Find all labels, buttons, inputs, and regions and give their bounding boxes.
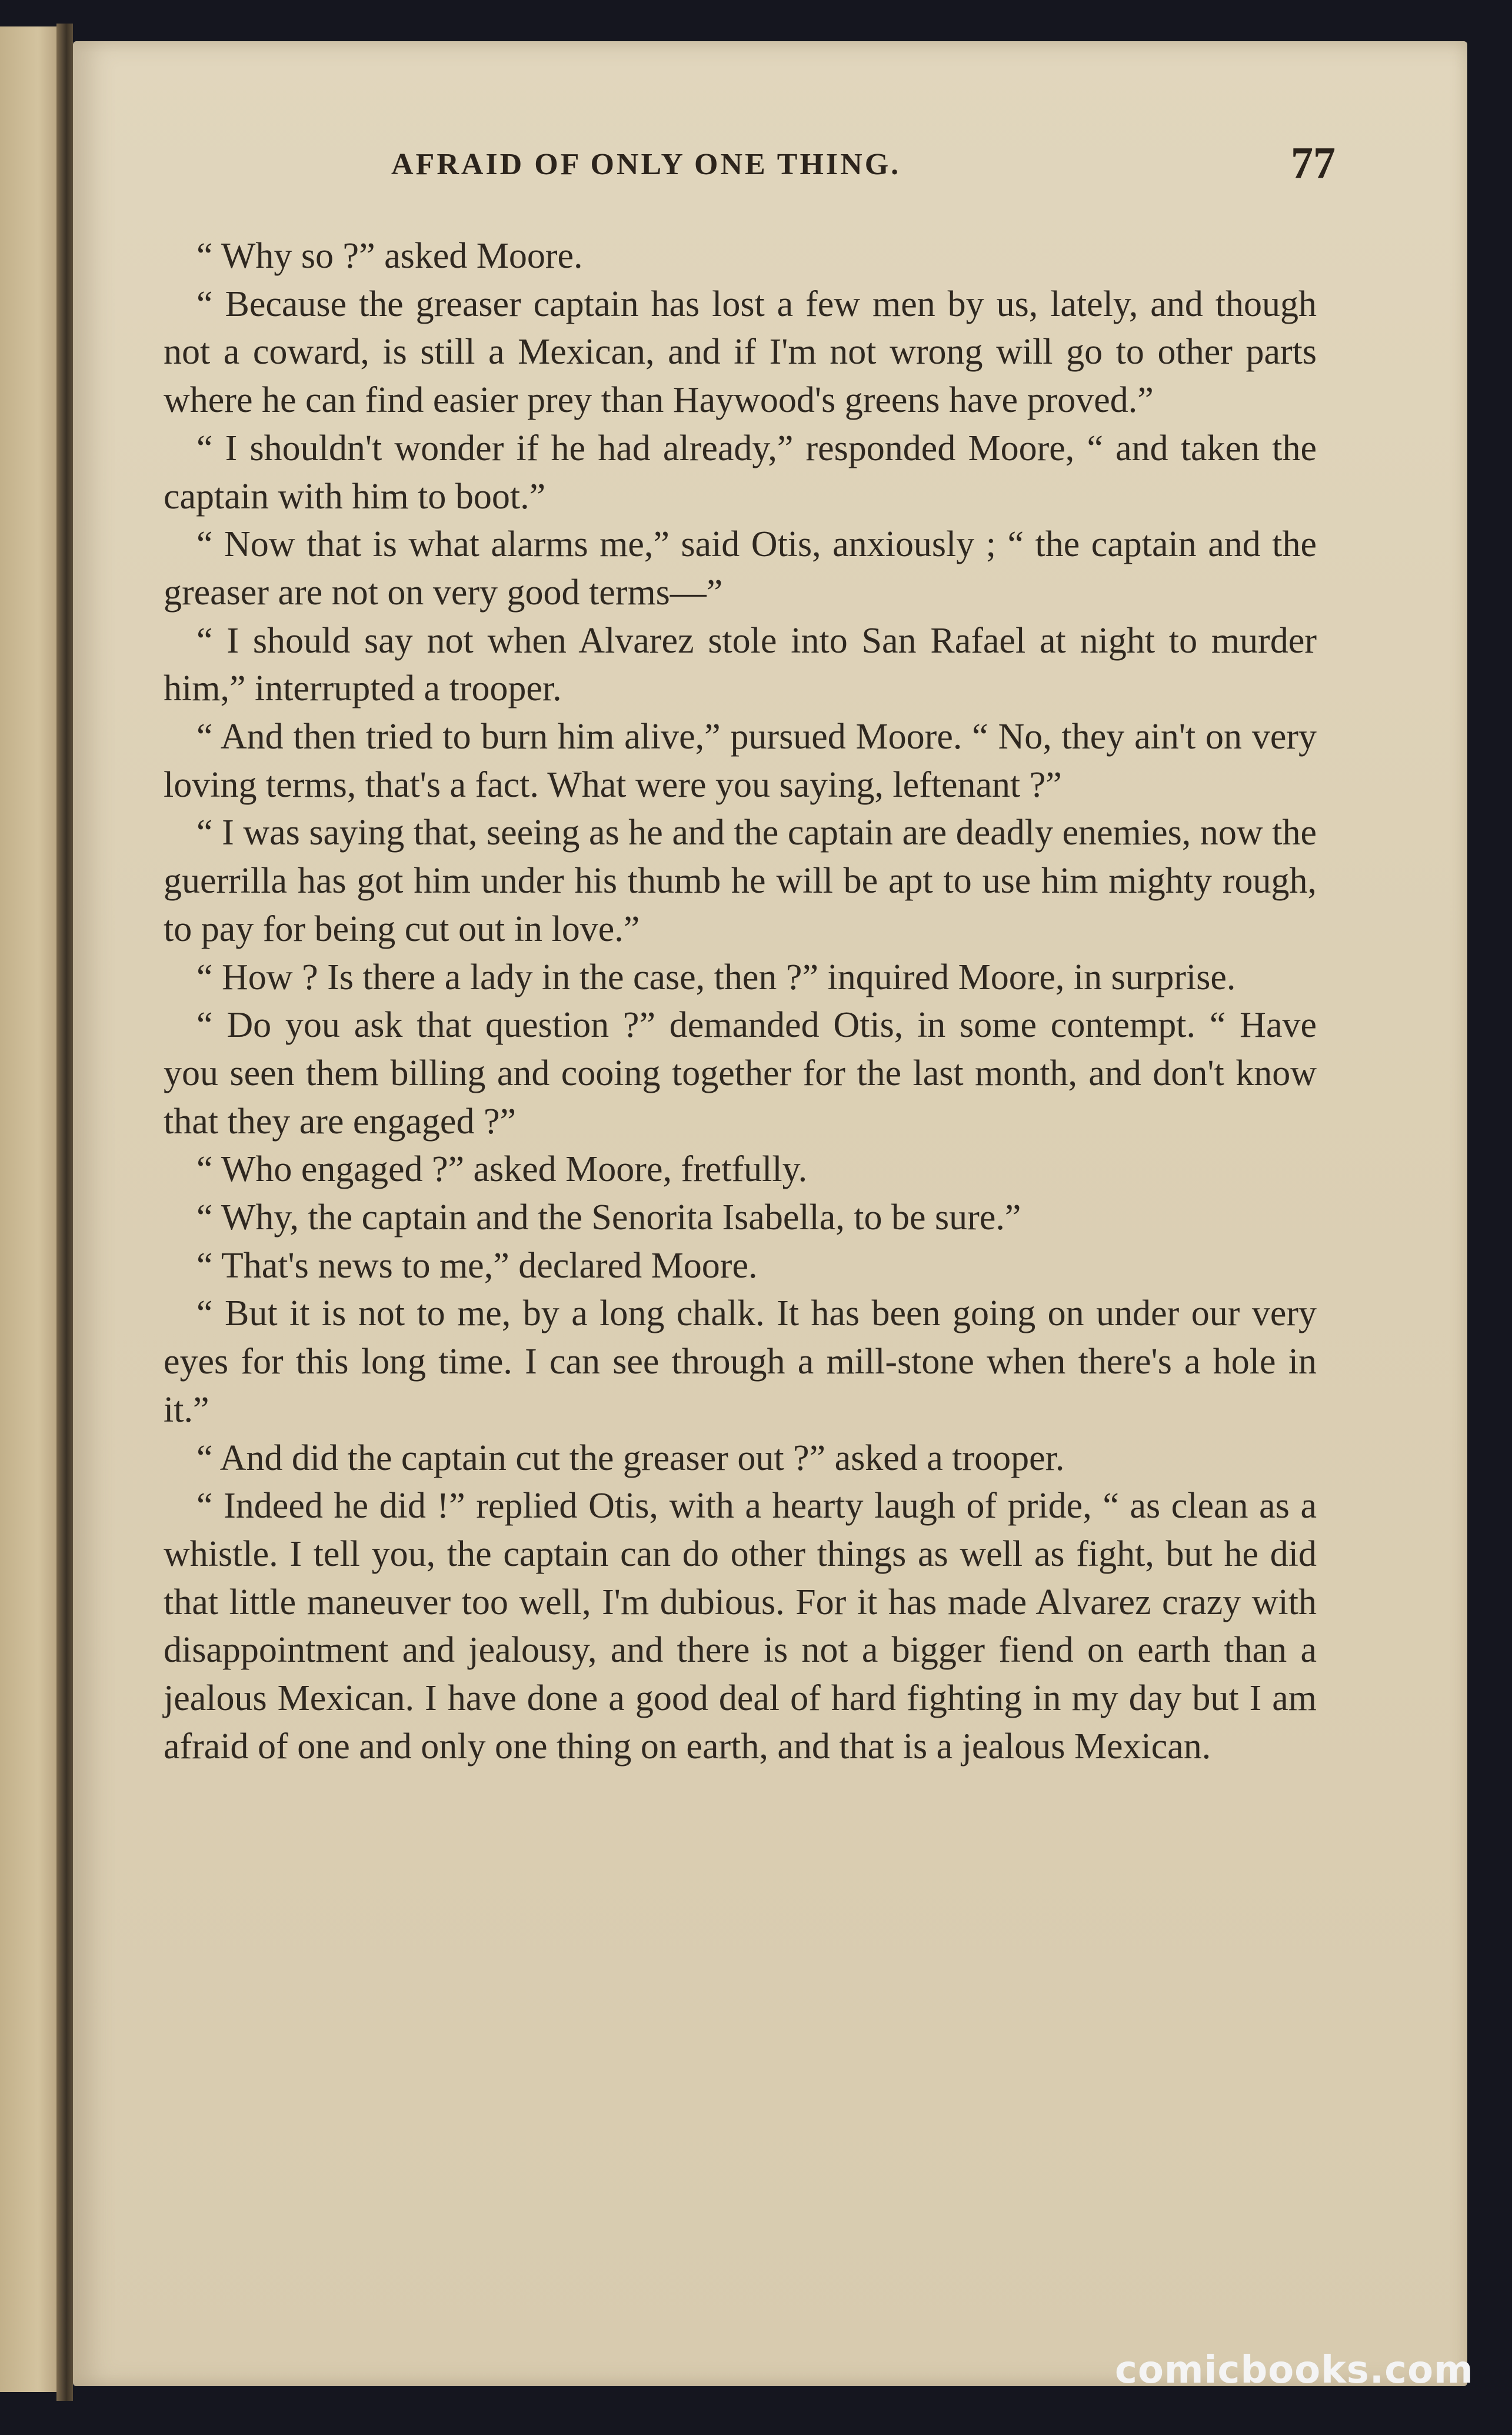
paragraph: “ But it is not to me, by a long chalk. It has been going on under our very eyes for this long time. I can see through a mill-stone when there's a hole in it.” bbox=[164, 1293, 1317, 1430]
paragraph: “ I was saying that, seeing as he and the captain are deadly enemies, now the guerrilla has got him under his thumb he will be apt to use him mighty rough, to pay for being cut out in love.” bbox=[164, 813, 1317, 949]
paragraph: “ I shouldn't wonder if he had already,” responded Moore, “ and taken the captain with him to boot.” bbox=[164, 428, 1317, 517]
watermark: comicbooks.com bbox=[1115, 2348, 1474, 2392]
paragraph: “ Who engaged ?” asked Moore, fretfully. bbox=[197, 1149, 808, 1190]
paragraph: “ I should say not when Alvarez stole into San Rafael at night to murder him,” interrupted a trooper. bbox=[164, 620, 1317, 709]
body-text bbox=[164, 232, 1317, 1771]
paragraph: “ Indeed he did !” replied Otis, with a hearty laugh of pride, “ as clean as a whistle. I tell you, the captain can do other things as well as fight, but he did that little maneuver too well, I'm dubious. For it has made Alvarez crazy with disappointment and jealousy, and there is not a bigger fiend on earth than a jealous Mexican. I have done a good deal of hard fighting in my day but I am afraid of one and only one thing on earth, and that is a jealous Mexican. bbox=[164, 1486, 1317, 1767]
book-gutter bbox=[56, 24, 73, 2401]
paragraph: “ Now that is what alarms me,” said Otis, anxiously ; “ the captain and the greaser are not on very good terms—” bbox=[164, 524, 1317, 613]
paragraph: “ How ? Is there a lady in the case, then ?” inquired Moore, in surprise. bbox=[197, 957, 1236, 997]
page-number: 77 bbox=[1291, 138, 1336, 188]
paragraph: “ And did the captain cut the greaser out ?” asked a trooper. bbox=[197, 1438, 1065, 1478]
paragraph: “ That's news to me,” declared Moore. bbox=[197, 1245, 758, 1286]
paragraph: “ Because the greaser captain has lost a few men by us, lately, and though not a coward, is still a Mexican, and if I'm not wrong will go to other parts where he can find easier prey than Haywood's greens have proved.” bbox=[164, 284, 1317, 421]
paragraph: “ Do you ask that question ?” demanded Otis, in some contempt. “ Have you seen them billing and cooing together for the last month, and don't know that they are engaged ?” bbox=[164, 1005, 1317, 1142]
paragraph: “ And then tried to burn him alive,” pursued Moore. “ No, they ain't on very loving terms, that's a fact. What were you saying, leftenant ?” bbox=[164, 717, 1317, 805]
paragraph: “ Why, the captain and the Senorita Isabella, to be sure.” bbox=[197, 1197, 1021, 1238]
running-head: AFRAID OF ONLY ONE THING. bbox=[391, 148, 901, 181]
paragraph: “ Why so ?” asked Moore. bbox=[197, 236, 583, 276]
